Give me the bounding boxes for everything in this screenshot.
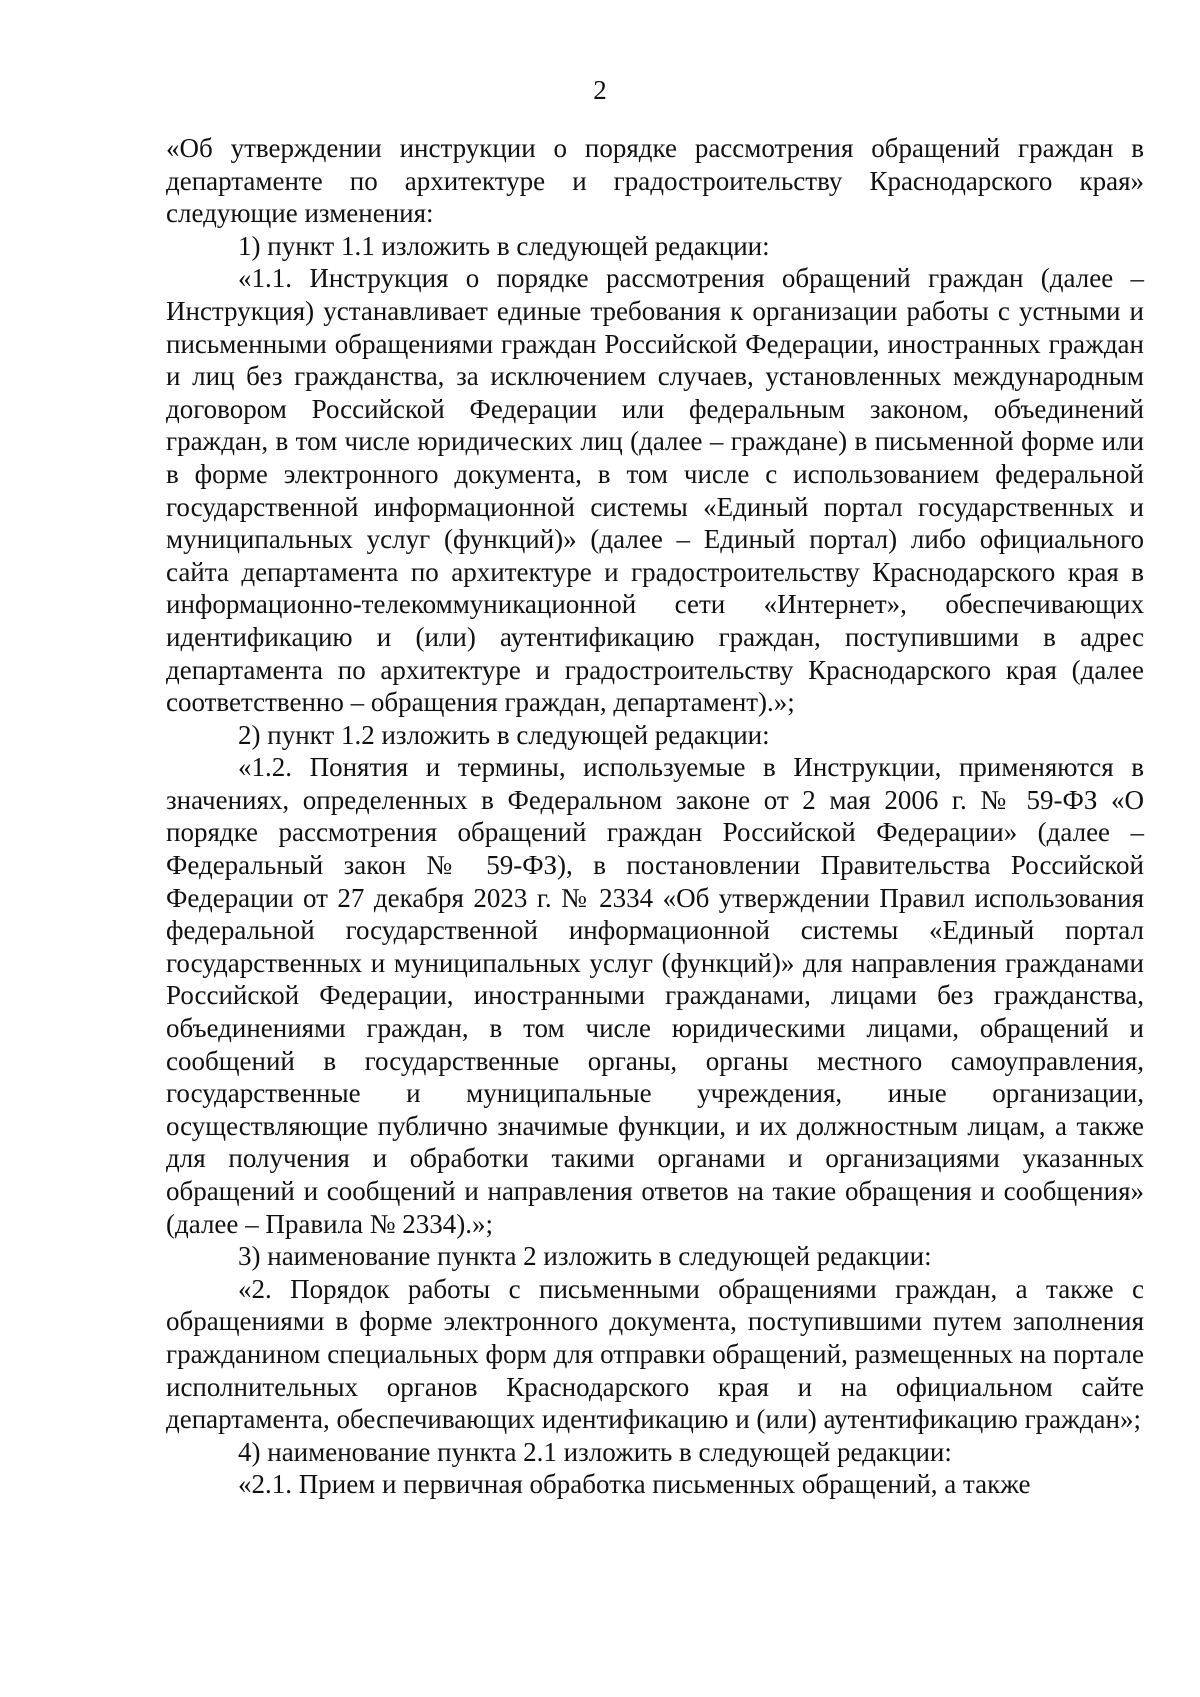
page-number: 2	[593, 75, 607, 105]
paragraph-item-1: 1) пункт 1.1 изложить в следующей редакции:	[238, 230, 770, 261]
paragraph-clause-2: «2. Порядок работы с письменными обращениями граждан, а также с обращениями в форме электронного документа, поступившими путем заполнения гражданином специальных форм для отправки обращений, размещенных на портале исполнительных органов Краснодарского края и на официальном сайте департамента, обеспечивающих идентификацию и (или) аутентификацию граждан»;	[166, 1273, 1144, 1435]
paragraph-item-2: 2) пункт 1.2 изложить в следующей редакции:	[238, 719, 770, 750]
paragraph-intro: «Об утверждении инструкции о порядке рассмотрения обращений граждан в департаменте по архитектуре и градостроительству Краснодарского края» следующие изменения:	[166, 133, 1144, 229]
paragraph-item-4: 4) наименование пункта 2.1 изложить в следующей редакции:	[238, 1436, 952, 1467]
paragraph-clause-1-2: «1.2. Понятия и термины, используемые в Инструкции, применяются в значениях, определенных в Федеральном законе от 2 мая 2006 г. № 59-ФЗ «О порядке рассмотрения обращений граждан Российской Федерации» (далее – Федеральный закон № 59-ФЗ), в постановлении Правительства Российской Федерации от 27 декабря 2023 г. № 2334 «Об утверждении Правил использования федеральной государственной информационной системы «Единый портал государственных и муниципальных услуг (функций)» для направления гражданами Российской Федерации, иностранными гражданами, лицами без гражданства, объединениями граждан, в том числе юридическими лицами, обращений и сообщений в государственные органы, органы местного самоуправления, государственные и муниципальные учреждения, иные организации, осуществляющие публично значимые функции, и их должностным лицам, а также для получения и обработки такими органами и организациями указанных обращений и сообщений и направления ответов на такие обращения и сообщения» (далее – Правила № 2334).»;	[166, 752, 1144, 1239]
paragraph-item-3: 3) наименование пункта 2 изложить в следующей редакции:	[238, 1241, 932, 1272]
paragraph-clause-2-1: «2.1. Прием и первичная обработка письменных обращений, а также	[238, 1469, 1031, 1500]
paragraph-clause-1-1: «1.1. Инструкция о порядке рассмотрения обращений граждан (далее – Инструкция) устанавливает единые требования к организации работы с устными и письменными обращениями граждан Российской Федерации, иностранных граждан и лиц без гражданства, за исключением случаев, установленных международным договором Российской Федерации или федеральным законом, объединений граждан, в том числе юридических лиц (далее – граждане) в письменной форме или в форме электронного документа, в том числе с использованием федеральной государственной информационной системы «Единый портал государственных и муниципальных услуг (функций)» (далее – Единый портал) либо официального сайта департамента по архитектуре и градостроительству Краснодарского края в информационно-телекоммуникационной сети «Интернет», обеспечивающих идентификацию и (или) аутентификацию граждан, поступившими в адрес департамента по архитектуре и градостроительству Краснодарского края (далее соответственно – обращения граждан, департамент).»;	[166, 263, 1144, 718]
document-body	[166, 132, 1144, 1501]
